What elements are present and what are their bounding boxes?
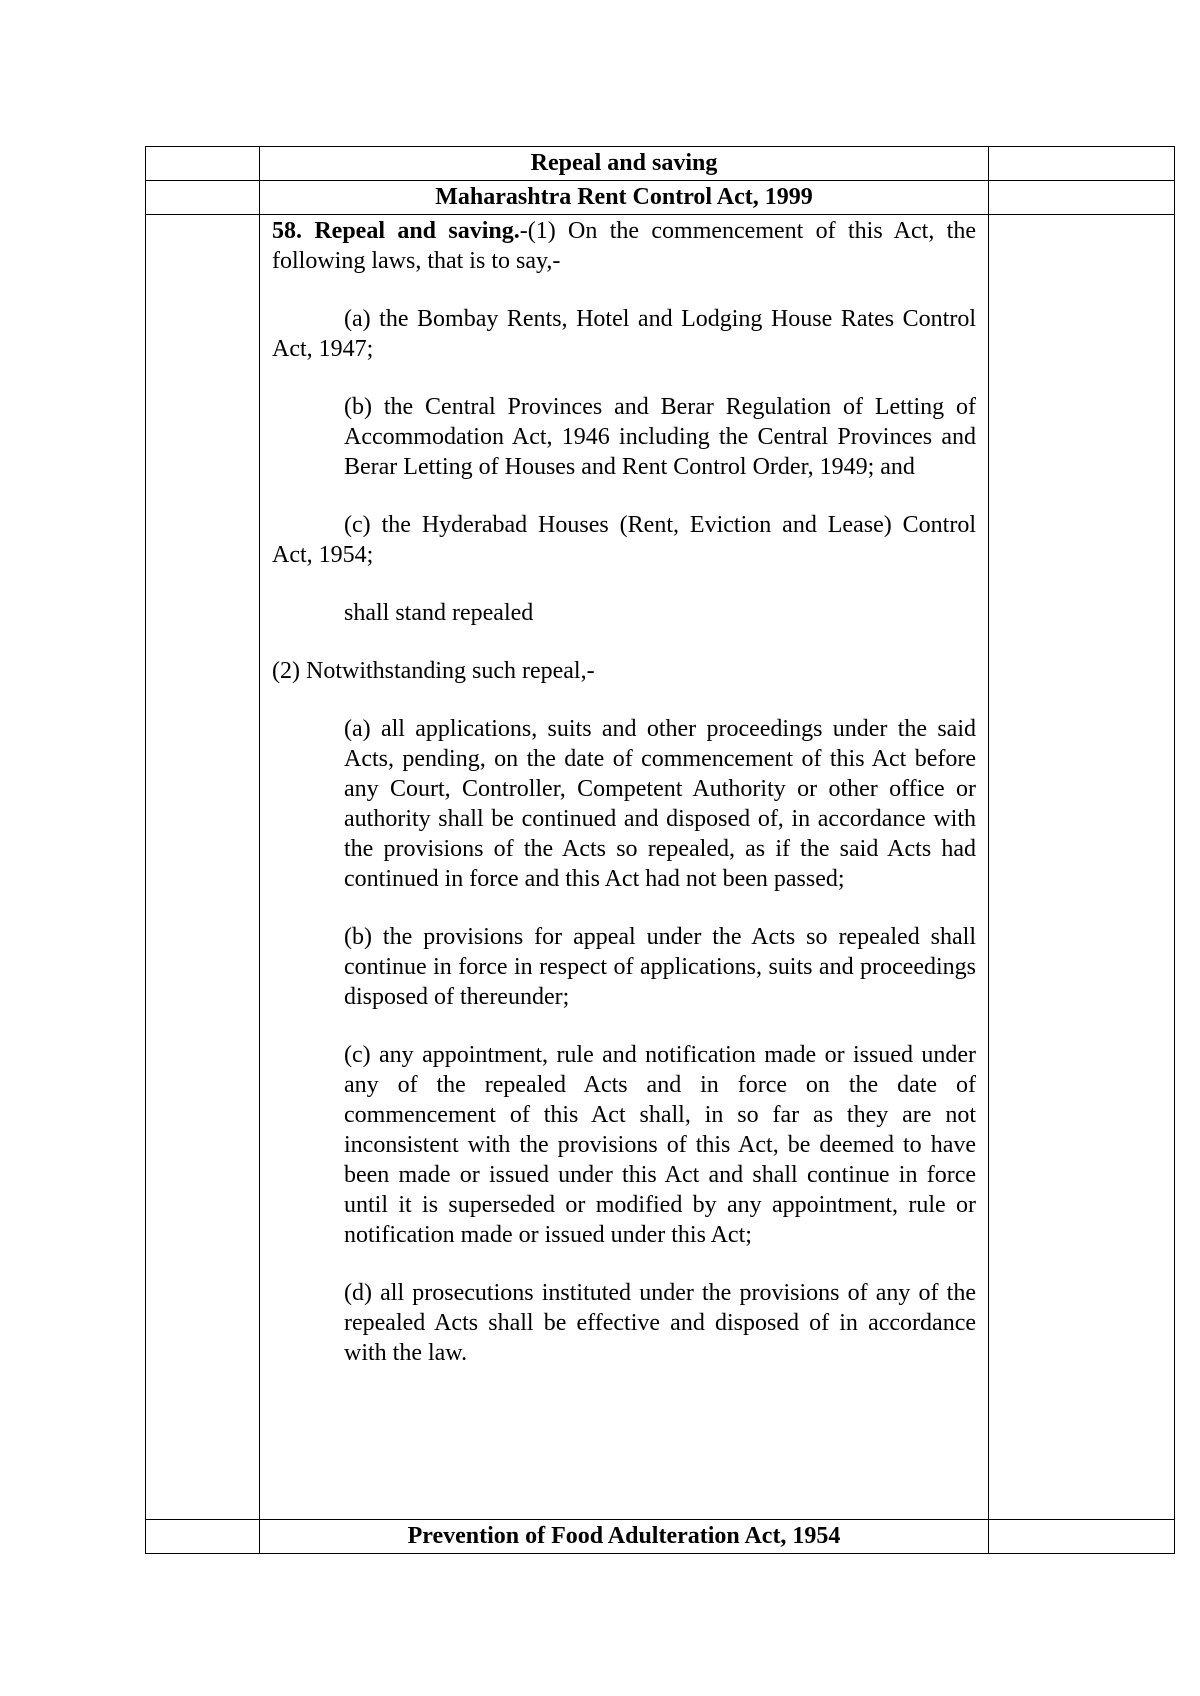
table-row [146, 215, 1175, 1520]
empty-cell [146, 147, 260, 181]
table-row [146, 181, 1175, 215]
section-intro [272, 216, 976, 276]
table-row [146, 1520, 1175, 1554]
empty-cell [146, 181, 260, 215]
repeal-statement: shall stand repealed [344, 600, 534, 626]
act-title: Maharashtra Rent Control Act, 1999 [260, 181, 989, 215]
empty-cell [989, 147, 1175, 181]
clause-2b: (b) the provisions for appeal under the Acts so repealed shall continue in force in respect of applications, suits and proceedings disposed of thereunder; [344, 924, 976, 1010]
section-body [260, 215, 989, 1520]
clause-1b: (b) the Central Provinces and Berar Regulation of Letting of Accommodation Act, 1946 including the Central Provinces and Berar Letting of Houses and Rent Control Order, 1949; and [344, 394, 976, 480]
section-heading: 58. Repeal and saving. [272, 218, 520, 244]
clause-1c: (c) the Hyderabad Houses (Rent, Eviction and Lease) Control Act, 1954; [272, 512, 976, 568]
subsection-2: (2) Notwithstanding such repeal,- [272, 658, 595, 684]
section-title: Repeal and saving [260, 147, 989, 181]
clause-2d: (d) all prosecutions instituted under the provisions of any of the repealed Acts shall be effective and disposed of in accordance with the law. [344, 1280, 976, 1366]
clause-1a: (a) the Bombay Rents, Hotel and Lodging House Rates Control Act, 1947; [272, 306, 976, 362]
empty-cell [146, 215, 260, 1520]
empty-cell [146, 1520, 260, 1554]
empty-cell [989, 215, 1175, 1520]
clause-2c: (c) any appointment, rule and notification made or issued under any of the repealed Acts and in force on the date of commencement of this Act shall, in so far as they are not inconsistent with the provisions of this Act, be deemed to have been made or issued under this Act and shall continue in force until it is superseded or modified by any appointment, rule or notification made or issued under this Act; [344, 1042, 976, 1248]
clause-2a: (a) all applications, suits and other proceedings under the said Acts, pending, on the date of commencement of this Act before any Court, Controller, Competent Authority or other office or authority shall be continued and disposed of, in accordance with the provisions of the Acts so repealed, as if the said Acts had continued in force and this Act had not been passed; [344, 716, 976, 892]
law-table [145, 146, 1175, 1554]
next-act-title: Prevention of Food Adulteration Act, 1954 [260, 1520, 989, 1554]
empty-cell [989, 181, 1175, 215]
table-row [146, 147, 1175, 181]
section-intro-text: -(1) On the commencement of this Act, the following laws, that is to say,- [272, 218, 976, 274]
empty-cell [989, 1520, 1175, 1554]
